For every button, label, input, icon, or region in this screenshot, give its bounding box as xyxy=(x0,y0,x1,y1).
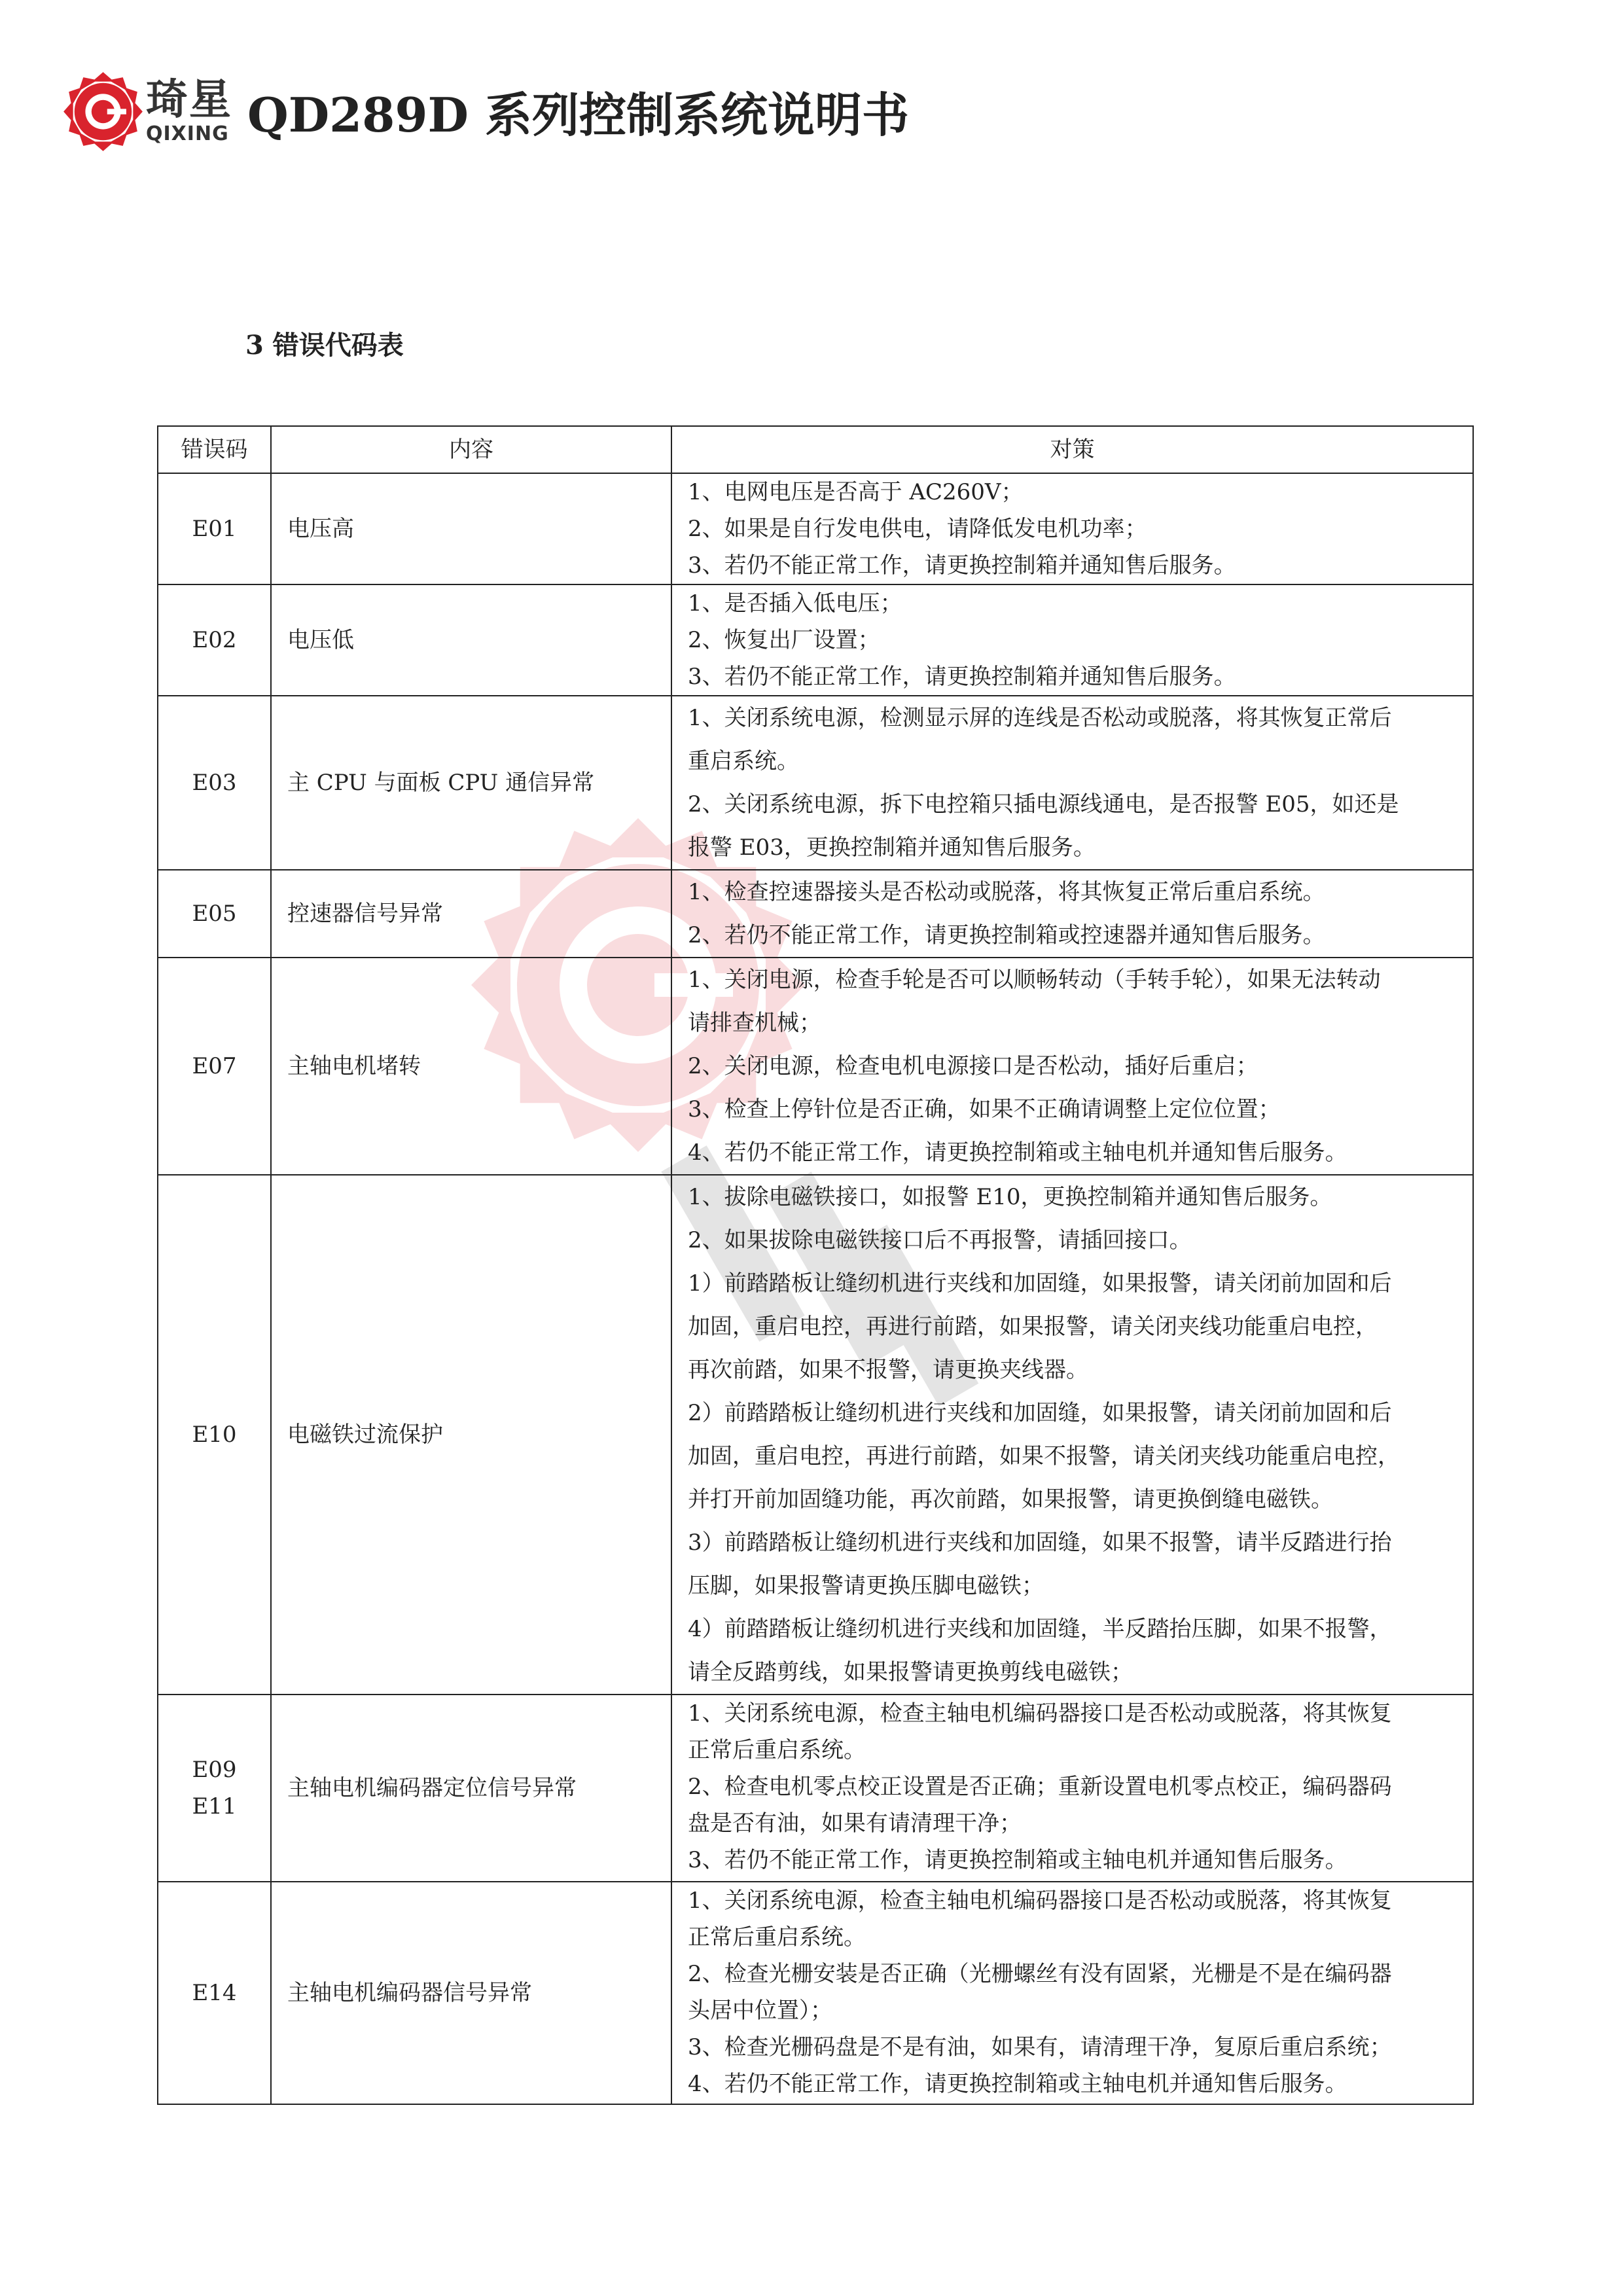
error-content-cell: 电压低 xyxy=(271,584,671,696)
measure-line: 2、检查电机零点校正设置是否正确；重新设置电机零点校正，编码器码 xyxy=(688,1774,1392,1800)
error-measures-cell xyxy=(671,473,1473,584)
error-measures-cell xyxy=(671,958,1473,1175)
error-code: E03 xyxy=(192,770,237,796)
measure-line: 2、若仍不能正常工作，请更换控制箱或控速器并通知售后服务。 xyxy=(688,922,1325,948)
measure-line: 4）前踏踏板让缝纫机进行夹线和加固缝，半反踏抬压脚，如果不报警， xyxy=(688,1616,1392,1642)
measure-line: 重启系统。 xyxy=(688,748,799,774)
error-code-cell xyxy=(158,958,271,1175)
error-code: E05 xyxy=(192,901,237,927)
page-header xyxy=(62,71,1044,152)
error-code-cell xyxy=(158,1882,271,2104)
measure-line: 3、检查光栅码盘是不是有油，如果有，请清理干净，复原后重启系统； xyxy=(688,2034,1392,2060)
error-content-cell: 主轴电机堵转 xyxy=(271,958,671,1175)
error-code: E09 xyxy=(192,1757,237,1783)
error-measures-cell xyxy=(671,696,1473,870)
error-measures-cell xyxy=(671,584,1473,696)
table-row xyxy=(158,870,1473,958)
error-measures-cell xyxy=(671,1695,1473,1882)
error-code-cell xyxy=(158,1695,271,1882)
document-title: QD289D 系列控制系统说明书 xyxy=(247,87,909,143)
qixing-logo-icon xyxy=(62,71,144,152)
table-row xyxy=(158,473,1473,584)
measure-line: 3、若仍不能正常工作，请更换控制箱并通知售后服务。 xyxy=(688,552,1236,579)
measure-line: 1、关闭电源，检查手轮是否可以顺畅转动（手转手轮），如果无法转动 xyxy=(688,967,1381,993)
measure-line: 2、检查光栅安装是否正确（光栅螺丝有没有固紧，光栅是不是在编码器 xyxy=(688,1961,1392,1987)
error-code: E11 xyxy=(192,1793,237,1820)
error-content-cell: 主 CPU 与面板 CPU 通信异常 xyxy=(271,696,671,870)
error-code: E10 xyxy=(192,1422,237,1448)
error-measures-cell xyxy=(671,1882,1473,2104)
table-row xyxy=(158,958,1473,1175)
error-code-cell xyxy=(158,1175,271,1695)
measure-line: 3）前踏踏板让缝纫机进行夹线和加固缝，如果不报警，请半反踏进行抬 xyxy=(688,1530,1392,1556)
measure-line: 正常后重启系统。 xyxy=(688,1737,866,1763)
measure-line: 1、电网电压是否高于 AC260V； xyxy=(688,479,1024,505)
measure-line: 1、关闭系统电源，检查主轴电机编码器接口是否松动或脱落，将其恢复 xyxy=(688,1700,1392,1727)
error-content-cell: 控速器信号异常 xyxy=(271,870,671,958)
measure-line: 3、检查上停针位是否正确，如果不正确请调整上定位位置； xyxy=(688,1096,1281,1122)
column-header-measures: 对策 xyxy=(671,426,1473,473)
measure-line: 再次前踏，如果不报警，请更换夹线器。 xyxy=(688,1357,1088,1383)
error-code: E01 xyxy=(192,516,237,542)
measure-line: 2、如果拔除电磁铁接口后不再报警，请插回接口。 xyxy=(688,1227,1192,1253)
error-code-cell xyxy=(158,584,271,696)
measure-line: 3、若仍不能正常工作，请更换控制箱或主轴电机并通知售后服务。 xyxy=(688,1847,1347,1873)
measure-line: 4、若仍不能正常工作，请更换控制箱或主轴电机并通知售后服务。 xyxy=(688,2071,1347,2097)
error-content-cell: 电磁铁过流保护 xyxy=(271,1175,671,1695)
measure-line: 1、检查控速器接头是否松动或脱落，将其恢复正常后重启系统。 xyxy=(688,879,1325,905)
measure-line: 4、若仍不能正常工作，请更换控制箱或主轴电机并通知售后服务。 xyxy=(688,1139,1347,1166)
measure-line: 请排查机械； xyxy=(688,1010,821,1036)
measure-line: 请全反踏剪线，如果报警请更换剪线电磁铁； xyxy=(688,1659,1133,1685)
measure-line: 2、关闭系统电源，拆下电控箱只插电源线通电，是否报警 E05，如还是 xyxy=(688,791,1399,817)
measure-line: 2、如果是自行发电供电，请降低发电机功率； xyxy=(688,516,1147,542)
table-row xyxy=(158,584,1473,696)
error-code: E07 xyxy=(192,1053,237,1079)
measure-line: 1、关闭系统电源，检查主轴电机编码器接口是否松动或脱落，将其恢复 xyxy=(688,1888,1392,1914)
measure-line: 1、是否插入低电压； xyxy=(688,590,902,617)
measure-line: 1、关闭系统电源，检测显示屏的连线是否松动或脱落，将其恢复正常后 xyxy=(688,705,1392,731)
measure-line: 加固，重启电控，再进行前踏，如果报警，请关闭夹线功能重启电控， xyxy=(688,1314,1378,1340)
measure-line: 3、若仍不能正常工作，请更换控制箱并通知售后服务。 xyxy=(688,664,1236,690)
measure-line: 加固，重启电控，再进行前踏，如果不报警，请关闭夹线功能重启电控， xyxy=(688,1443,1400,1469)
measure-line: 正常后重启系统。 xyxy=(688,1924,866,1950)
measure-line: 2）前踏踏板让缝纫机进行夹线和加固缝，如果报警，请关闭前加固和后 xyxy=(688,1400,1392,1426)
table-row xyxy=(158,1695,1473,1882)
error-content-cell: 主轴电机编码器信号异常 xyxy=(271,1882,671,2104)
measure-line: 报警 E03，更换控制箱并通知售后服务。 xyxy=(688,834,1096,861)
measure-line: 2、恢复出厂设置； xyxy=(688,627,880,653)
error-code-cell xyxy=(158,696,271,870)
measure-line: 1、拔除电磁铁接口，如报警 E10，更换控制箱并通知售后服务。 xyxy=(688,1184,1332,1210)
error-code-cell xyxy=(158,473,271,584)
error-code-table xyxy=(157,425,1474,2105)
error-code-cell xyxy=(158,870,271,958)
error-measures-cell xyxy=(671,870,1473,958)
table-header-row xyxy=(158,426,1473,473)
measure-line: 2、关闭电源，检查电机电源接口是否松动，插好后重启； xyxy=(688,1053,1258,1079)
brand-name xyxy=(146,77,232,145)
error-measures-cell xyxy=(671,1175,1473,1695)
table-row xyxy=(158,696,1473,870)
section-title: 3 错误代码表 xyxy=(245,330,404,361)
column-header-content: 内容 xyxy=(271,426,671,473)
table-row xyxy=(158,1882,1473,2104)
error-content-cell: 主轴电机编码器定位信号异常 xyxy=(271,1695,671,1882)
error-code: E02 xyxy=(192,627,237,653)
measure-line: 头居中位置）； xyxy=(688,1998,832,2024)
error-content-cell: 电压高 xyxy=(271,473,671,584)
error-code: E14 xyxy=(192,1980,237,2006)
measure-line: 盘是否有油，如果有请清理干净； xyxy=(688,1810,1022,1837)
brand-name-en: QIXING xyxy=(146,122,229,145)
measure-line: 并打开前加固缝功能，再次前踏，如果报警，请更换倒缝电磁铁。 xyxy=(688,1486,1333,1513)
measure-line: 1）前踏踏板让缝纫机进行夹线和加固缝，如果报警，请关闭前加固和后 xyxy=(688,1270,1392,1297)
measure-line: 压脚，如果报警请更换压脚电磁铁； xyxy=(688,1573,1044,1599)
column-header-code: 错误码 xyxy=(158,426,271,473)
table-row xyxy=(158,1175,1473,1695)
brand-name-cn: 琦星 xyxy=(146,76,232,124)
